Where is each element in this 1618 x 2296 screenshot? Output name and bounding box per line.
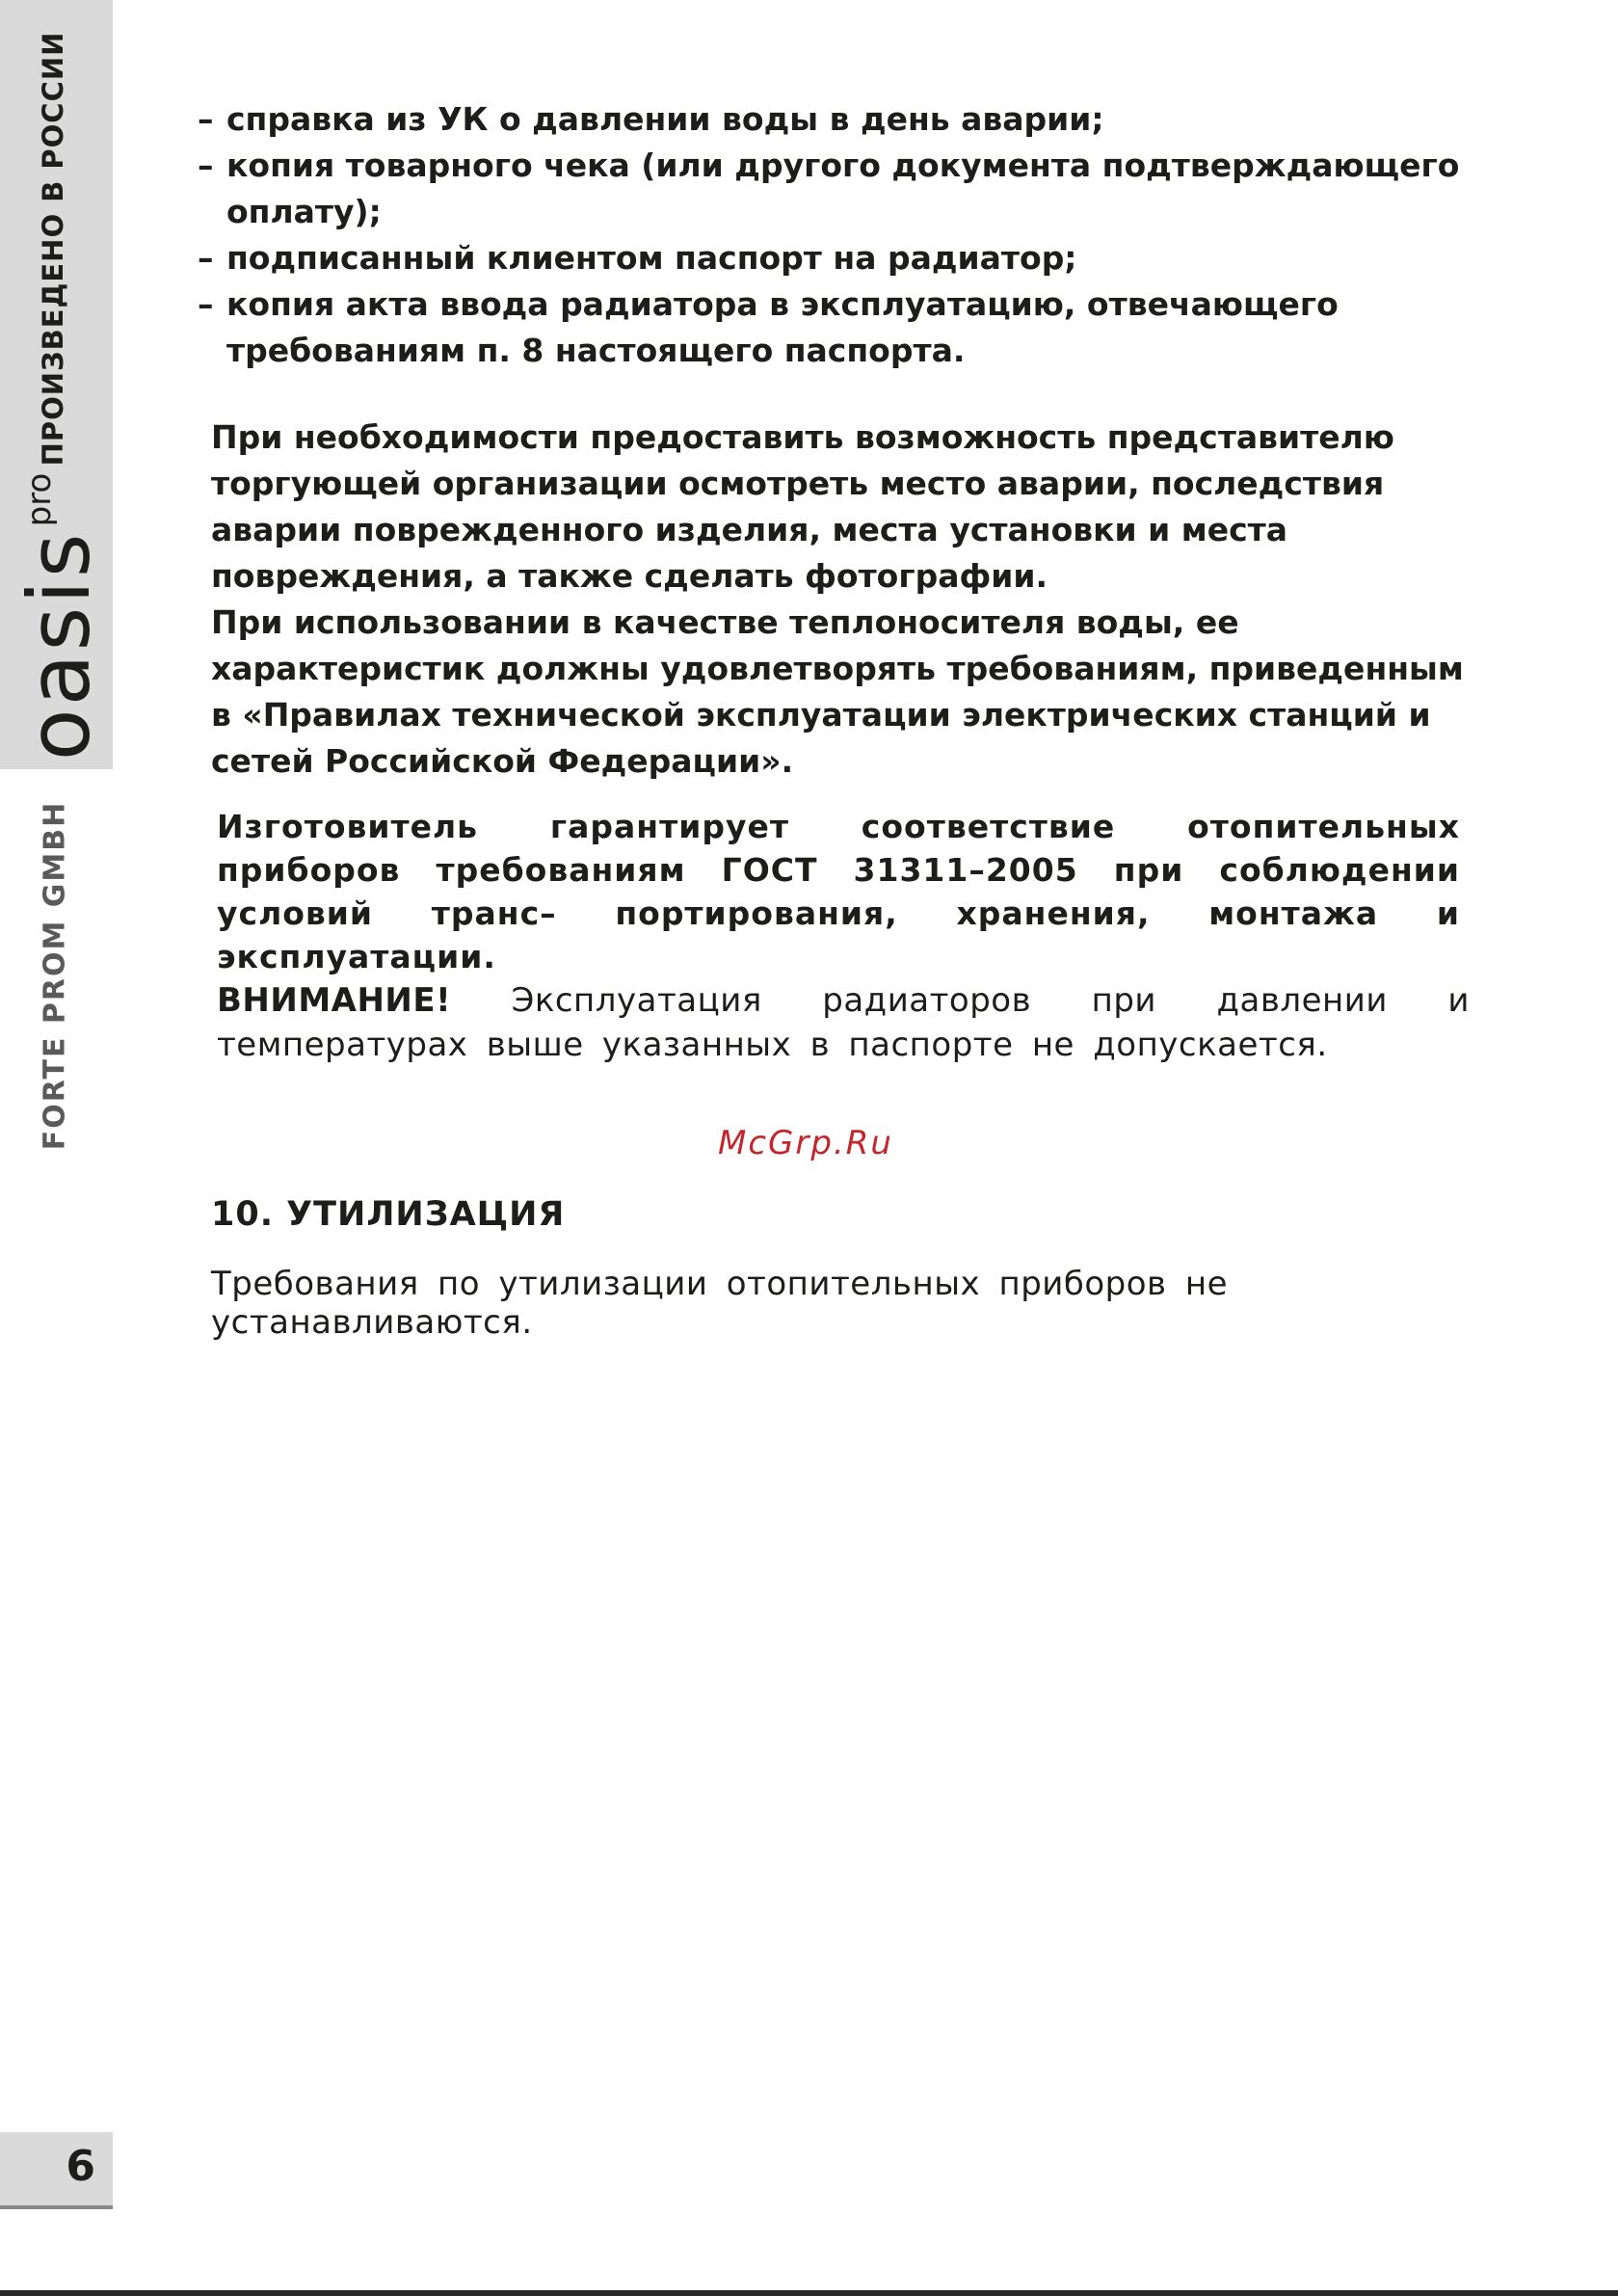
attention-paragraph — [217, 978, 1470, 1067]
document-body — [198, 96, 1489, 1342]
bottom-divider — [0, 2290, 1618, 2296]
page-number-box — [0, 2132, 113, 2209]
section-body: Требования по утилизации отопительных приборов не устанавливаются. — [211, 1265, 1229, 1342]
attention-text: Эксплуатация радиаторов при давлении и температурах выше указанных в паспорте не допускается. — [217, 981, 1470, 1064]
required-documents-list — [198, 96, 1489, 374]
list-item: – справка из УК о давлении воды в день аварии; — [198, 96, 1489, 143]
attention-label: ВНИМАНИЕ! — [217, 981, 452, 1020]
list-item: – подписанный клиентом паспорт на радиатор; — [198, 235, 1489, 281]
list-item: – копия товарного чека (или другого документа подтверждающего оплату); — [198, 143, 1489, 235]
section-title: 10. УТИЛИЗАЦИЯ — [211, 1195, 566, 1234]
inspection-paragraph: При необходимости предоставить возможность представителю торгующей организации осмотреть место аварии, последствия аварии поврежденного изделия, места установки и места повреждения, а также сделать фотографии. — [211, 418, 1394, 595]
logo-word: oasis — [10, 530, 109, 761]
list-item: – копия акта ввода радиатора в эксплуатацию, отвечающего требованиям п. 8 настоящего паспорта. — [198, 281, 1489, 374]
instructions-block — [211, 414, 1483, 785]
company-name: FORTE PROM GMBH — [38, 800, 72, 1151]
logo-superscript: pro — [20, 472, 59, 527]
guarantee-paragraph: Изготовитель гарантирует соответствие отопительных приборов требованиям ГОСТ 31311–2005 при соблюдении условий транс– портирования, хранения, монтажа и эксплуатации. — [217, 808, 1460, 975]
water-requirements-paragraph: При использовании в качестве теплоносителя воды, ее характеристик должны удовлетворять требованиям, приведенным в «Правилах технической эксплуатации электрических станций и сетей Российской Федерации». — [211, 603, 1464, 780]
watermark: McGrp.Ru — [718, 1124, 893, 1162]
made-in-russia-label: ПРОИЗВЕДЕНО В РОССИИ — [37, 31, 69, 467]
oasis-logo — [10, 472, 109, 761]
page-number: 6 — [66, 2142, 95, 2191]
